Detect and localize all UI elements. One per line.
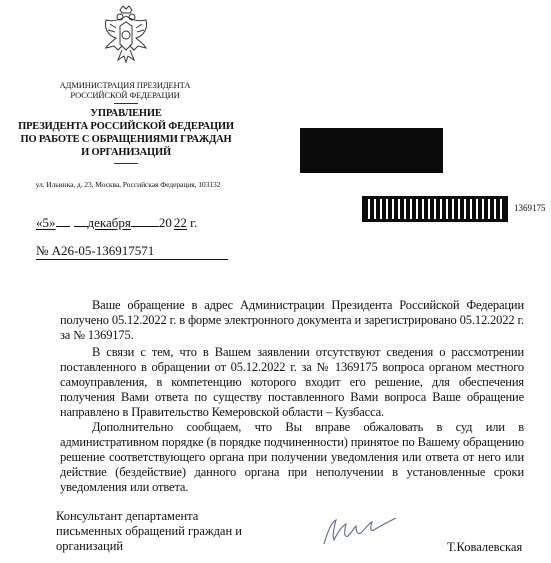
divider [114, 163, 138, 164]
admin-line-2: РОССИЙСКОЙ ФЕДЕРАЦИИ [70, 90, 180, 100]
signatory-name: Т.Ковалевская [447, 540, 523, 554]
paragraph-3 [60, 420, 524, 495]
date-year-prefix: 20 [158, 215, 172, 230]
divider [114, 103, 138, 104]
signatory-title-line-2: письменных обращений граждан и [56, 524, 242, 538]
paragraph-1-text: Ваше обращение в адрес Администрации Президента Российской Федерации получено 05.12.2022 г. в форме электронного документа и зарегистрировано 05.12.2022 г. за № 1369175. [60, 298, 524, 342]
date-year-unit: г. [190, 215, 198, 230]
dept-line-1: УПРАВЛЕНИЕ [90, 108, 162, 119]
date-month: декабря [87, 215, 131, 230]
barcode [362, 196, 508, 222]
paragraph-1 [60, 298, 524, 343]
dept-line-3: ПО РАБОТЕ С ОБРАЩЕНИЯМИ ГРАЖДАН [20, 134, 232, 145]
paragraph-3-text: Дополнительно сообщаем, что Вы вправе обжаловать в суд или в административном порядке (в порядке подчиненности) принятое по Вашему обращению решение соответствующего органа при получении уведомления или ответа от него или действие (бездействие) данного органа при неполучении в установленные сроки уведомления или ответа. [60, 420, 524, 494]
signatory-title [56, 509, 242, 554]
redacted-recipient [300, 128, 443, 173]
coat-of-arms-emblem [98, 4, 154, 70]
paragraph-2-text: В связи с тем, что в Вашем заявлении отсутствуют сведения о рассмотрении поставленного в обращении от 05.12.2022 г. за № 1369175 вопроса органом местного самоуправления, в компетенцию которого входит его решение, для обеспечения получения Вами ответа по существу поставленного Вами вопроса Ваше обращение направлено в Правительство Кемеровской области – Кузбасса. [60, 345, 524, 419]
paragraph-2 [60, 345, 524, 420]
dept-line-4: И ОРГАНИЗАЦИЙ [81, 147, 171, 158]
date-year-suffix: 22 [173, 215, 187, 230]
signatory-title-line-1: Консультант департамента [56, 509, 199, 523]
handwritten-signature [318, 510, 398, 550]
date-line [36, 215, 197, 231]
date-day: «5» [36, 215, 56, 230]
reg-number: № А26-05-136917571 [36, 243, 228, 260]
barcode-number: 1369175 [514, 203, 546, 213]
signatory-title-line-3: организаций [56, 539, 124, 553]
dept-line-2: ПРЕЗИДЕНТА РОССИЙСКОЙ ФЕДЕРАЦИИ [18, 121, 234, 132]
admin-line-1: АДМИНИСТРАЦИЯ ПРЕЗИДЕНТА [59, 80, 191, 90]
address-line: ул. Ильинка, д. 23, Москва, Российская Федерация, 103132 [35, 180, 221, 189]
